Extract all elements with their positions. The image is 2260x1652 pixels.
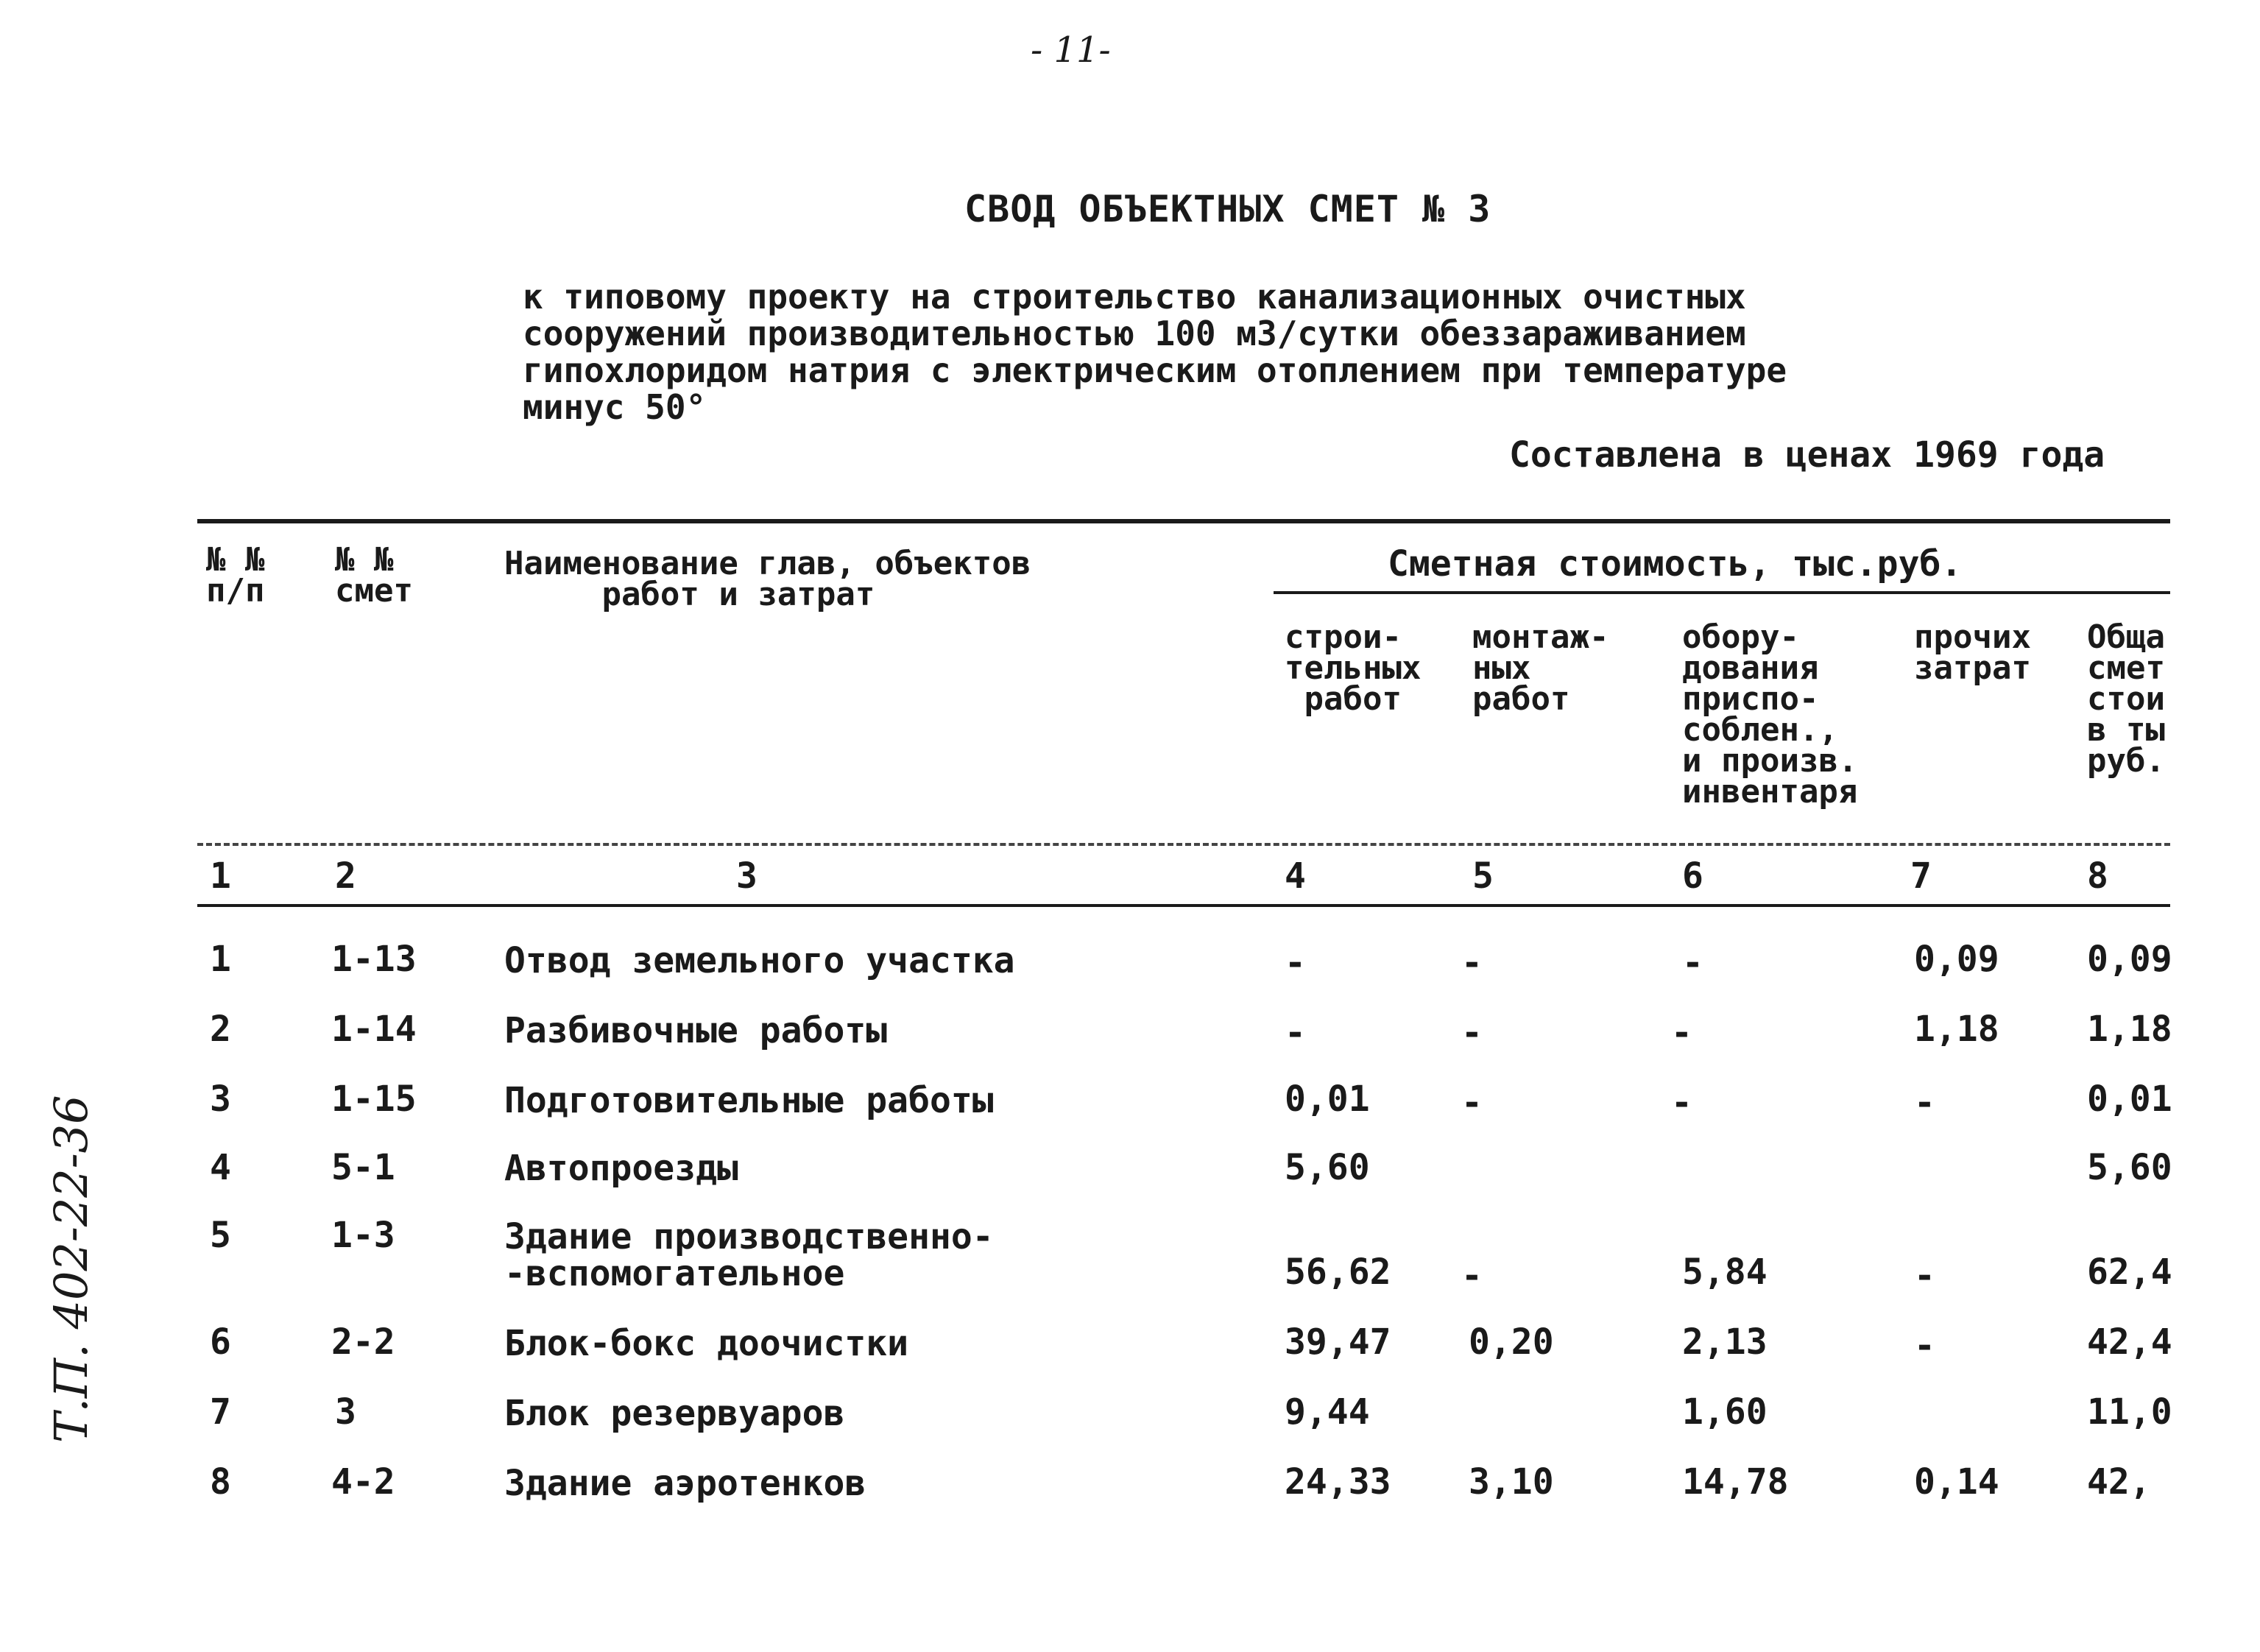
header-construction: строи- тельных работ (1285, 618, 1422, 718)
header-row-number: № № п/п (206, 541, 265, 610)
other-cost: - (1914, 1255, 1935, 1296)
column-number-6: 6 (1682, 855, 1703, 897)
construction-cost: 56,62 (1285, 1252, 1391, 1293)
estimate-number: 5-1 (331, 1147, 395, 1188)
total-cost: 42,4 (2087, 1321, 2172, 1363)
header-equipment: обору- дования приспо- соблен., и произв. инвентаря (1682, 618, 1858, 811)
header-cost-group: Сметная стоимость, тыс.руб. (1388, 543, 1963, 585)
other-cost: 0,09 (1914, 939, 1999, 980)
total-cost: 1,18 (2087, 1009, 2172, 1050)
estimate-number: 4-2 (331, 1461, 395, 1503)
estimate-number: 2-2 (331, 1321, 395, 1363)
construction-cost: - (1285, 1012, 1306, 1053)
estimate-number: 1-15 (331, 1079, 417, 1120)
table-top-rule (197, 519, 2170, 523)
row-number: 3 (210, 1079, 231, 1120)
installation-cost: - (1461, 1255, 1483, 1296)
construction-cost: 9,44 (1285, 1391, 1370, 1433)
column-number-5: 5 (1472, 855, 1494, 897)
installation-cost: 3,10 (1469, 1461, 1554, 1503)
column-number-8: 8 (2087, 855, 2108, 897)
row-number: 2 (210, 1009, 231, 1050)
item-name: Автопроезды (504, 1148, 738, 1189)
header-installation: монтаж- ных работ (1472, 618, 1609, 718)
row-number: 1 (210, 939, 231, 980)
header-total: Обща смет стои в ты руб. (2087, 618, 2165, 780)
construction-cost: 39,47 (1285, 1321, 1391, 1363)
construction-cost: 5,60 (1285, 1147, 1370, 1188)
installation-cost: - (1461, 1012, 1483, 1053)
equipment-cost: - (1682, 942, 1703, 984)
other-cost: 1,18 (1914, 1009, 1999, 1050)
item-name: Отвод земельного участка (504, 940, 1015, 981)
item-name: Блок-бокс доочистки (504, 1323, 909, 1364)
row-number: 8 (210, 1461, 231, 1503)
header-name: Наименование глав, объектов работ и затрат (504, 545, 1031, 613)
equipment-cost: 1,60 (1682, 1391, 1768, 1433)
total-cost: 11,0 (2087, 1391, 2172, 1433)
estimate-number: 1-14 (331, 1009, 417, 1050)
other-cost: - (1914, 1082, 1935, 1123)
installation-cost: - (1461, 1082, 1483, 1123)
column-number-7: 7 (1910, 855, 1932, 897)
equipment-cost: - (1671, 1012, 1692, 1053)
header-bottom-rule (197, 843, 2170, 846)
construction-cost: 24,33 (1285, 1461, 1391, 1503)
other-cost: 0,14 (1914, 1461, 1999, 1503)
estimate-number: 3 (335, 1391, 356, 1433)
equipment-cost: 2,13 (1682, 1321, 1768, 1363)
prices-note: Составлена в ценах 1969 года (1509, 434, 2105, 476)
installation-cost: - (1461, 942, 1483, 984)
page-number: - 11- (1031, 29, 1111, 71)
group-header-rule (1274, 591, 2170, 594)
total-cost: 62,4 (2087, 1252, 2172, 1293)
column-number-2: 2 (335, 855, 356, 897)
equipment-cost: 14,78 (1682, 1461, 1789, 1503)
construction-cost: 0,01 (1285, 1079, 1370, 1120)
column-number-rule (197, 904, 2170, 907)
item-name: Разбивочные работы (504, 1010, 888, 1051)
side-label: Т.П. 402-22-36 (44, 1095, 98, 1443)
total-cost: 5,60 (2087, 1147, 2172, 1188)
construction-cost: - (1285, 942, 1306, 984)
installation-cost: 0,20 (1469, 1321, 1554, 1363)
row-number: 6 (210, 1321, 231, 1363)
item-name: Здание аэротенков (504, 1463, 866, 1504)
estimate-number: 1-3 (331, 1215, 395, 1256)
item-name: Блок резервуаров (504, 1393, 845, 1434)
header-other: прочих затрат (1914, 618, 2031, 687)
total-cost: 0,09 (2087, 939, 2172, 980)
document-subtitle: к типовому проекту на строительство канализационных очистных сооружений производительностью 100 м3/сутки обеззараживанием гипохлоридом натрия с электрическим отоплением при температуре минус 50° (523, 277, 1787, 427)
row-number: 4 (210, 1147, 231, 1188)
row-number: 5 (210, 1215, 231, 1256)
other-cost: - (1914, 1325, 1935, 1366)
equipment-cost: - (1671, 1082, 1692, 1123)
header-estimate-number: № № смет (335, 541, 413, 610)
equipment-cost: 5,84 (1682, 1252, 1768, 1293)
row-number: 7 (210, 1391, 231, 1433)
column-number-1: 1 (210, 855, 231, 897)
total-cost: 0,01 (2087, 1079, 2172, 1120)
document-title: СВОД ОБЪЕКТНЫХ СМЕТ № 3 (964, 188, 1491, 230)
item-name: Здание производственно- -вспомогательное (504, 1216, 994, 1294)
estimate-number: 1-13 (331, 939, 417, 980)
total-cost: 42, (2087, 1461, 2151, 1503)
item-name: Подготовительные работы (504, 1080, 994, 1121)
column-number-3: 3 (736, 855, 758, 897)
column-number-4: 4 (1285, 855, 1306, 897)
